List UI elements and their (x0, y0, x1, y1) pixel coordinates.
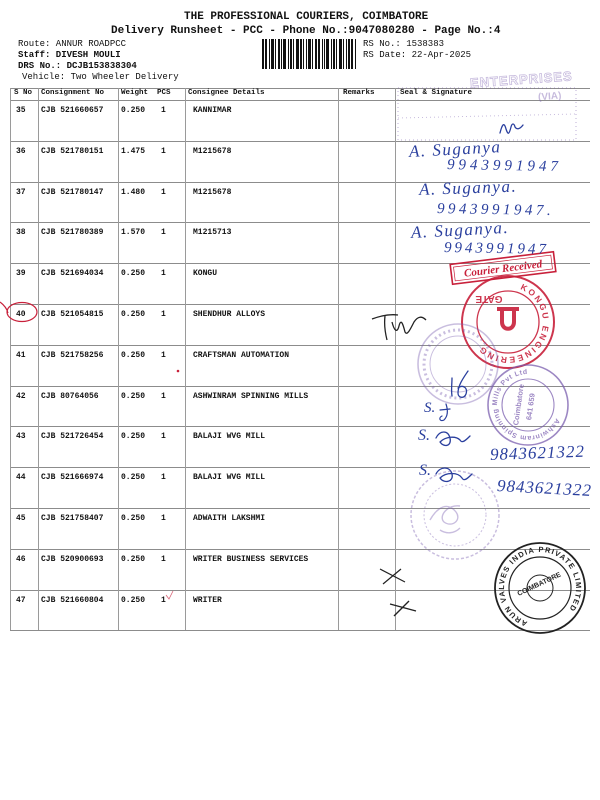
red-circle-mark (0, 302, 179, 599)
pcs-cell: 1 (161, 432, 166, 442)
handwritten-initial: S. (424, 400, 436, 416)
pcs-cell: 1 (161, 146, 166, 156)
handwritten-name: A. Suganya (408, 137, 502, 161)
weight-cell: 0.250 (121, 595, 146, 605)
column-header-weight: Weight (121, 89, 149, 97)
handwritten-phone: 9943991947 (446, 157, 563, 176)
handwritten-phone: 9843621322 (489, 441, 586, 464)
weight-cell: 0.250 (121, 391, 146, 401)
runsheet-subtitle: Delivery Runsheet - PCC - Phone No.:9047080280 - Page No.:4 (111, 25, 501, 37)
sno-cell: 46 (16, 554, 26, 564)
sno-cell: 41 (16, 350, 26, 360)
weight-cell: 0.250 (121, 432, 146, 442)
weight-cell: 1.475 (121, 146, 146, 156)
consignment-no-cell: CJB 80764056 (41, 391, 99, 401)
consignment-no-cell: CJB 521694034 (41, 269, 104, 279)
company-title: THE PROFESSIONAL COURIERS, COIMBATORE (184, 11, 429, 23)
consignee-cell: BALAJI WVG MILL (193, 473, 266, 483)
handwritten-phone: 9843621322 (496, 476, 593, 500)
cross-mark-row-46 (380, 569, 405, 584)
enterprises-stamp-place: (VIA) (537, 90, 562, 104)
sno-cell: 43 (16, 432, 26, 442)
consignee-cell: M1215713 (193, 228, 232, 238)
consignment-no-cell: CJB 521660804 (41, 595, 104, 605)
consignment-no-cell: CJB 521780151 (41, 146, 104, 156)
handwritten-phone: 9943991947 (443, 240, 550, 258)
pcs-cell: 1 (161, 106, 166, 115)
column-header-consignment: Consignment No (41, 89, 105, 97)
signature-row-42 (440, 404, 450, 421)
consignment-no-cell: CJB 521758407 (41, 514, 104, 523)
consignee-cell: WRITER BUSINESS SERVICES (193, 554, 309, 564)
sno-cell: 44 (16, 473, 26, 483)
mills-seal-stamp (480, 360, 574, 453)
column-header-seal-signature: Seal & Signature (400, 89, 473, 97)
mills-seal-ring-text: Ashwinram Spinning Mills Pvt Ltd (491, 368, 561, 442)
column-header-pcs: PCS (157, 89, 171, 97)
signature-row-41 (452, 371, 468, 397)
column-header-remarks: Remarks (343, 89, 375, 97)
sno-cell: 36 (16, 146, 26, 156)
handwritten-name: A. Suganya. (418, 176, 518, 199)
courier-received-text: Courier Received (463, 258, 543, 280)
route-label: Route: ANNUR ROADPCC (18, 39, 127, 49)
handwritten-initial: S. (418, 427, 430, 444)
valves-seal-ring-text: ARUN VALVES INDIA PRIVATE LIMITED (496, 544, 584, 629)
signature-row-43 (436, 432, 470, 445)
pcs-cell: 1 (161, 595, 166, 605)
consignment-no-cell: CJB 520900693 (41, 554, 104, 564)
rs-date: RS Date: 22-Apr-2025 (363, 50, 472, 60)
column-header-consignee: Consignee Details (188, 89, 265, 97)
pcs-cell: 1 (161, 514, 166, 523)
handwritten-phone: 9943991947. (436, 201, 555, 220)
sno-cell: 35 (16, 106, 26, 115)
consignment-no-cell: CJB 521660657 (41, 106, 104, 115)
sno-cell: 45 (16, 514, 26, 523)
rs-number: RS No.: 1538383 (363, 39, 445, 49)
sno-cell: 47 (16, 595, 26, 605)
sno-cell: 39 (16, 269, 26, 279)
consignee-cell: CRAFTSMAN AUTOMATION (193, 350, 290, 360)
handwritten-name: A. Suganya. (410, 217, 510, 242)
mills-seal-city: Coimbatore (511, 383, 526, 426)
consignment-no-cell: CJB 521780389 (41, 228, 104, 238)
weight-cell: 0.250 (121, 106, 146, 115)
pcs-cell: 1 (161, 350, 166, 360)
signature-row-35 (500, 124, 523, 133)
valves-seal-stamp (485, 533, 595, 643)
vehicle-label: Vehicle: Two Wheeler Delivery (22, 72, 179, 82)
cross-mark-row-47 (390, 601, 416, 616)
consignee-cell: M1215678 (193, 187, 232, 197)
weight-cell: 0.250 (121, 514, 146, 523)
pcs-cell: 1 (161, 228, 166, 238)
consignment-no-cell: CJB 521666974 (41, 473, 104, 483)
mills-seal-pin: 641 659 (524, 392, 537, 421)
consignment-no-cell: CJB 521054815 (41, 310, 104, 319)
pcs-cell: 1 (161, 187, 166, 197)
gate-seal-label: GATE (475, 293, 503, 304)
sno-cell: 38 (16, 228, 26, 238)
sno-cell: 37 (16, 187, 26, 197)
sno-cell: 42 (16, 391, 26, 401)
weight-cell: 0.250 (121, 269, 146, 279)
consignee-cell: KONGU (193, 269, 218, 279)
signature-row-44 (436, 468, 472, 481)
handwritten-initial: S. (419, 462, 431, 479)
consignment-no-cell: CJB 521780147 (41, 187, 104, 197)
weight-cell: 0.250 (121, 554, 146, 564)
column-header-sno: S No (14, 89, 33, 97)
consignee-cell: M1215678 (193, 146, 232, 156)
pcs-cell: 1 (161, 473, 166, 483)
consignee-cell: ADWAITH LAKSHMI (193, 514, 266, 523)
consignee-cell: WRITER (193, 595, 222, 605)
pcs-cell: 1 (161, 269, 166, 279)
consignment-no-cell: CJB 521726454 (41, 432, 104, 442)
consignee-cell: KANNIMAR (193, 106, 232, 115)
violet-seal-stamp-row-45 (411, 471, 499, 559)
pcs-cell: 1 (161, 310, 166, 319)
consignee-cell: BALAJI WVG MILL (193, 432, 266, 442)
consignment-no-cell: CJB 521758256 (41, 350, 104, 360)
gate-seal-stamp (462, 275, 563, 378)
sno-cell: 40 (16, 310, 26, 319)
weight-cell: 0.250 (121, 473, 146, 483)
consignee-cell: SHENDHUR ALLOYS (193, 310, 266, 319)
weight-cell: 0.250 (121, 310, 146, 319)
weight-cell: 1.570 (121, 228, 146, 238)
enterprises-stamp-name: ENTERPRISES (469, 68, 574, 91)
gate-seal-ring-text: KONGU ENGINEERING (475, 281, 552, 366)
pcs-cell: 1 (161, 391, 166, 401)
staff-label: Staff: DIVESH MOULI (18, 50, 121, 60)
signature-row-40 (372, 315, 426, 340)
weight-cell: 1.480 (121, 187, 146, 197)
consignee-cell: ASHWINRAM SPINNING MILLS (193, 391, 309, 401)
drs-number: DRS No.: DCJB153838304 (18, 61, 137, 71)
pcs-cell: 1 (161, 554, 166, 564)
valves-seal-city: COIMBATORE (516, 571, 563, 598)
weight-cell: 0.250 (121, 350, 146, 360)
enterprises-stamp (398, 68, 576, 140)
